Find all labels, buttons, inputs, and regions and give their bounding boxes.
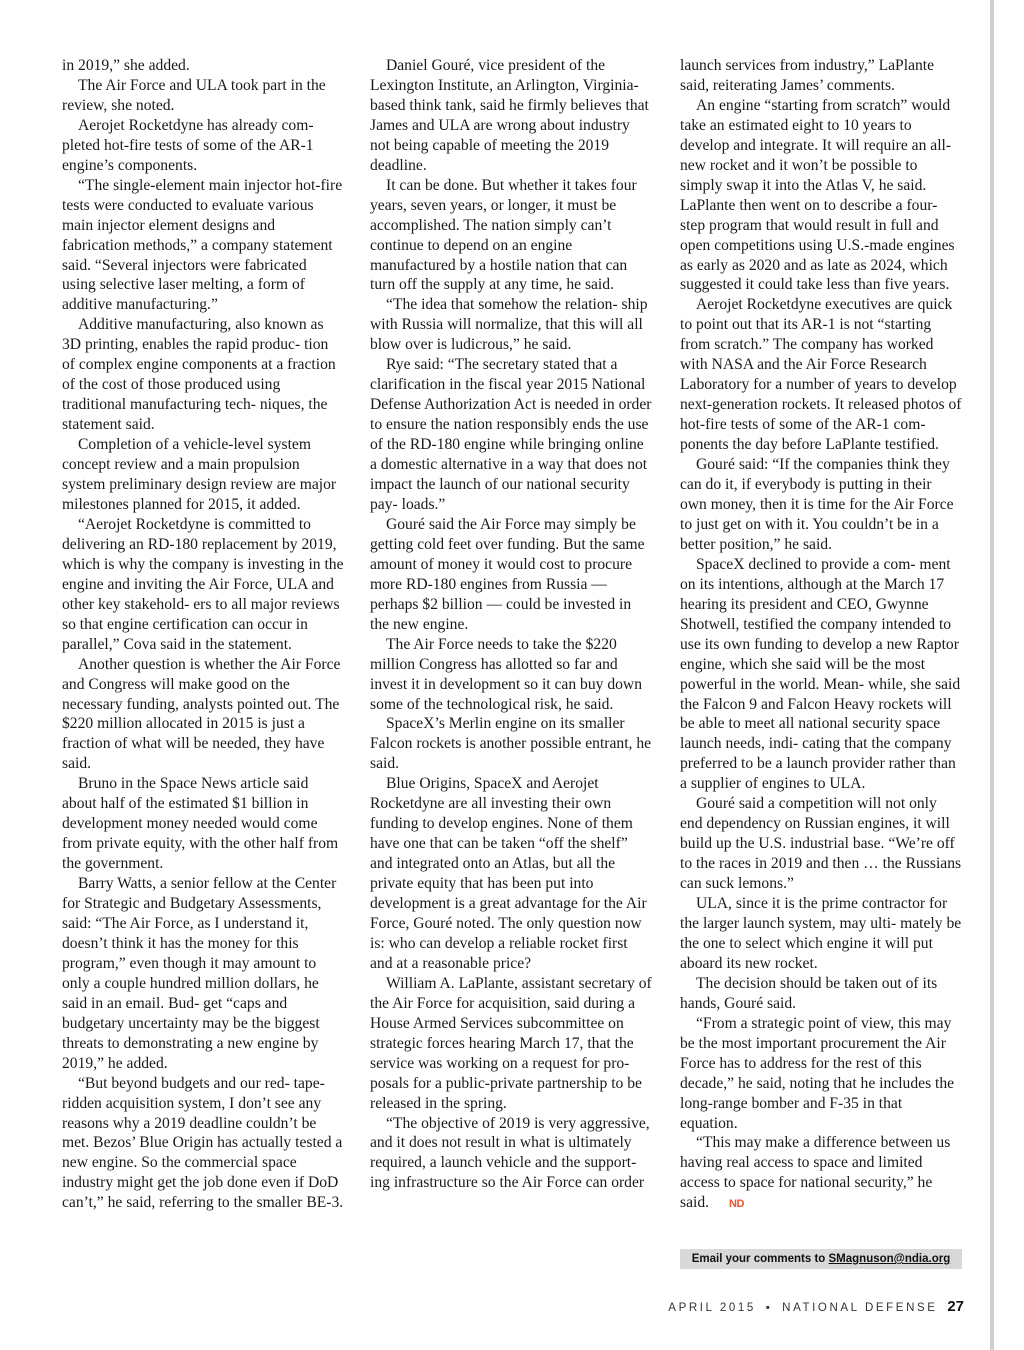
paragraph-text: Rye said: “The secretary stated that a clarification in the fiscal year 2015 National Defense Authorization Act is needed in order to ensure the nation responsibly ends the use of the RD-180 engine while bringing online a domestic alternative in a way that does not impact the launch of our national security pay- loads.” — [370, 356, 652, 513]
email-prefix: Email your comments to — [691, 1253, 829, 1265]
paragraph — [62, 435, 344, 515]
paragraph-text: It can be done. But whether it takes four years, seven years, or longer, it must be accomplished. The nation simply can’t continue to depend on an engine manufactured by a hostile nation that can turn off the supply at any time, he said. — [370, 176, 637, 294]
paragraph — [62, 1074, 344, 1214]
paragraph — [680, 974, 962, 1014]
footer-publication: NATIONAL DEFENSE — [782, 1302, 938, 1314]
email-link[interactable]: SMagnuson@ndia.org — [828, 1253, 951, 1265]
paragraph — [370, 714, 652, 774]
paragraph-text: “This may make a difference between us having real access to space and limited access to space for national security,” he said. — [680, 1134, 951, 1212]
paragraph — [62, 315, 344, 435]
paragraph — [370, 635, 652, 715]
paragraph — [680, 96, 962, 296]
paragraph-text: Another question is whether the Air Force and Congress will make good on the necessary funding, analysts pointed out. The $220 million allocated in 2015 is just a fraction of what will be needed, they have said. — [62, 655, 341, 773]
paragraph-text: “But beyond budgets and our red- tape-ridden acquisition system, I don’t see any reasons why a 2019 deadline couldn’t be met. Bezos’ Blue Origin has actually tested a new engine. So the commercial space industry might get the job done even if DoD can’t,” he said, referring to the smaller BE-3. — [62, 1074, 344, 1212]
paragraph — [370, 774, 652, 974]
paragraph-text: The Air Force needs to take the $220 million Congress has allotted so far and invest it in development so it can buy down some of the technological risk, he said. — [370, 635, 642, 713]
paragraph-text: The Air Force and ULA took part in the review, she noted. — [62, 76, 326, 114]
paragraph-text: Bruno in the Space News article said about half of the estimated $1 billion in development money needed would come from private equity, with the other half from the government. — [62, 775, 339, 873]
article-column-1 — [62, 56, 344, 1213]
paragraph — [62, 655, 344, 775]
paragraph — [370, 1114, 652, 1194]
paragraph — [62, 116, 344, 176]
paragraph — [680, 295, 962, 455]
paragraph — [370, 56, 652, 176]
paragraph — [62, 76, 344, 116]
paragraph — [680, 555, 962, 794]
paragraph-text: “Aerojet Rocketdyne is committed to delivering an RD-180 replacement by 2019, which is why the company is investing in the engine and inviting the Air Force, ULA and other key stakehold- ers to all major reviews so that engine certification can occur in parallel,” Cova said in the statement. — [62, 515, 344, 653]
page-number: 27 — [947, 1298, 964, 1315]
paragraph — [370, 295, 652, 355]
paragraph — [62, 874, 344, 1074]
paragraph — [370, 974, 652, 1114]
paragraph — [62, 774, 344, 874]
paragraph-text: The decision should be taken out of its hands, Gouré said. — [680, 974, 938, 1012]
paragraph — [370, 355, 652, 515]
footer-date: APRIL 2015 — [668, 1302, 756, 1314]
paragraph-text: William A. LaPlante, assistant secretary of the Air Force for acquisition, said during a House Armed Services subcommittee on strategic forces hearing March 17, that the service was working on a request for pro- posals for a public-private partnership to be released in the spring. — [370, 974, 652, 1112]
paragraph — [62, 56, 344, 76]
paragraph-text: Additive manufacturing, also known as 3D printing, enables the rapid produc- tion of complex engine components at a fraction of the cost of those produced using traditional manufacturing tech- niques, the statement said. — [62, 316, 336, 434]
article-column-3 — [680, 56, 962, 1215]
paragraph-text: “The objective of 2019 is very aggressive, and it does not result in what is ultimately required, a launch vehicle and the support- ing infrastructure so the Air Force can order — [370, 1114, 650, 1192]
paragraph-text: Gouré said: “If the companies think they can do it, if everybody is putting in their own money, then it is time for the Air Force to just get on with it. You couldn’t be in a better position,” he said. — [680, 456, 954, 553]
paragraph — [680, 56, 962, 96]
paragraph-text: An engine “starting from scratch” would take an estimated eight to 10 years to develop and integrate. It will require an all-new rocket and it won’t be possible to simply swap it into the Atlas V, he said. LaPlante then went on to describe a four- step program that would result in full and open competitions using U.S.-made engines as early as 2020 and as late as 2024, which suggested it could take less than five years. — [680, 96, 955, 294]
paragraph-text: ULA, since it is the prime contractor for the larger launch system, may ulti- mately be the one to select which engine it will put aboard its new rocket. — [680, 895, 962, 972]
page-footer — [668, 1298, 964, 1315]
paragraph-text: Gouré said a competition will not only end dependency on Russian engines, it will build up the U.S. industrial base. “We’re off to the races in 2019 and then … the Russians can suck lemons.” — [680, 795, 962, 893]
paragraph — [680, 894, 962, 974]
paragraph — [62, 176, 344, 316]
paragraph-text: “From a strategic point of view, this may be the most important procurement the Air Force has to address for the rest of this decade,” he said, noting that he includes the long-range bomber and F-35 in that equation. — [680, 1014, 955, 1132]
paragraph-text: Completion of a vehicle-level system concept review and a main propulsion system preliminary design review are major milestones planned for 2015, it added. — [62, 436, 337, 513]
paragraph — [680, 455, 962, 555]
end-of-article-mark: ND — [729, 1198, 744, 1211]
paragraph-text: Aerojet Rocketdyne has already com- pleted hot-fire tests of some of the AR-1 engine’s components. — [62, 116, 314, 174]
paragraph — [680, 1014, 962, 1134]
paragraph-text: Barry Watts, a senior fellow at the Center for Strategic and Budgetary Assessments, said: “The Air Force, as I understand it, doesn’t think it has the money for this program,” even though it may amount to only a couple hundred million dollars, he said in an email. Bud- get “caps and budgetary uncertainty may be the biggest threats to demonstrating a new engine by 2019,” he added. — [62, 875, 337, 1072]
paragraph — [680, 1133, 962, 1215]
article-column-2 — [370, 56, 652, 1193]
paragraph-text: SpaceX’s Merlin engine on its smaller Falcon rockets is another possible entrant, he said. — [370, 715, 652, 773]
paragraph — [62, 515, 344, 655]
paragraph — [370, 176, 652, 296]
page-edge-rule — [990, 0, 994, 1350]
email-comments-box — [680, 1249, 962, 1269]
paragraph-text: SpaceX declined to provide a com- ment on its intentions, although at the March 17 hearing its president and CEO, Gwynne Shotwell, testified the company intended to use its own funding to develop a new Raptor engine, which she said will be the most powerful in the world. Mean- while, she said the Falcon 9 and Falcon Heavy rockets will be able to meet all national security space launch needs, indi- cating that the company preferred to be a launch provider rather than a supplier of engines to ULA. — [680, 555, 961, 793]
paragraph-text: “The single-element main injector hot-fire tests were conducted to evaluate various main injector element designs and fabrication methods,” a company statement said. “Several injectors were fabricated using selective laser melting, a form of additive manufacturing.” — [62, 176, 343, 314]
paragraph-text: Daniel Gouré, vice president of the Lexington Institute, an Arlington, Virginia-based think tank, said he firmly believes that James and ULA are wrong about industry not being capable of meeting the 2019 deadline. — [370, 57, 649, 174]
paragraph-text: in 2019,” she added. — [62, 57, 190, 74]
paragraph — [680, 794, 962, 894]
paragraph-text: launch services from industry,” LaPlante said, reiterating James’ comments. — [680, 57, 935, 94]
paragraph — [370, 515, 652, 635]
paragraph-text: Gouré said the Air Force may simply be getting cold feet over funding. But the same amount of money it would cost to procure more RD-180 engines from Russia — perhaps $2 billion — could be invested in the new engine. — [370, 515, 645, 633]
paragraph-text: Blue Origins, SpaceX and Aerojet Rocketdyne are all investing their own funding to develop engines. None of them have one that can be taken “off the shelf” and integrated onto an Atlas, but all the private equity that has been put into development is a great advantage for the Air Force, Gouré noted. The only question now is: who can develop a reliable rocket first and at a reasonable price? — [370, 775, 647, 972]
paragraph-text: “The idea that somehow the relation- ship with Russia will normalize, that this will all blow over is ludicrous,” he said. — [370, 296, 648, 354]
paragraph-text: Aerojet Rocketdyne executives are quick to point out that its AR-1 is not “starting from scratch.” The company has worked with NASA and the Air Force Research Laboratory for a number of years to develop next-generation rockets. It released photos of hot-fire tests of some of the AR-1 com- ponents the day before LaPlante testified. — [680, 296, 962, 454]
footer-separator: ▪ — [765, 1302, 773, 1314]
